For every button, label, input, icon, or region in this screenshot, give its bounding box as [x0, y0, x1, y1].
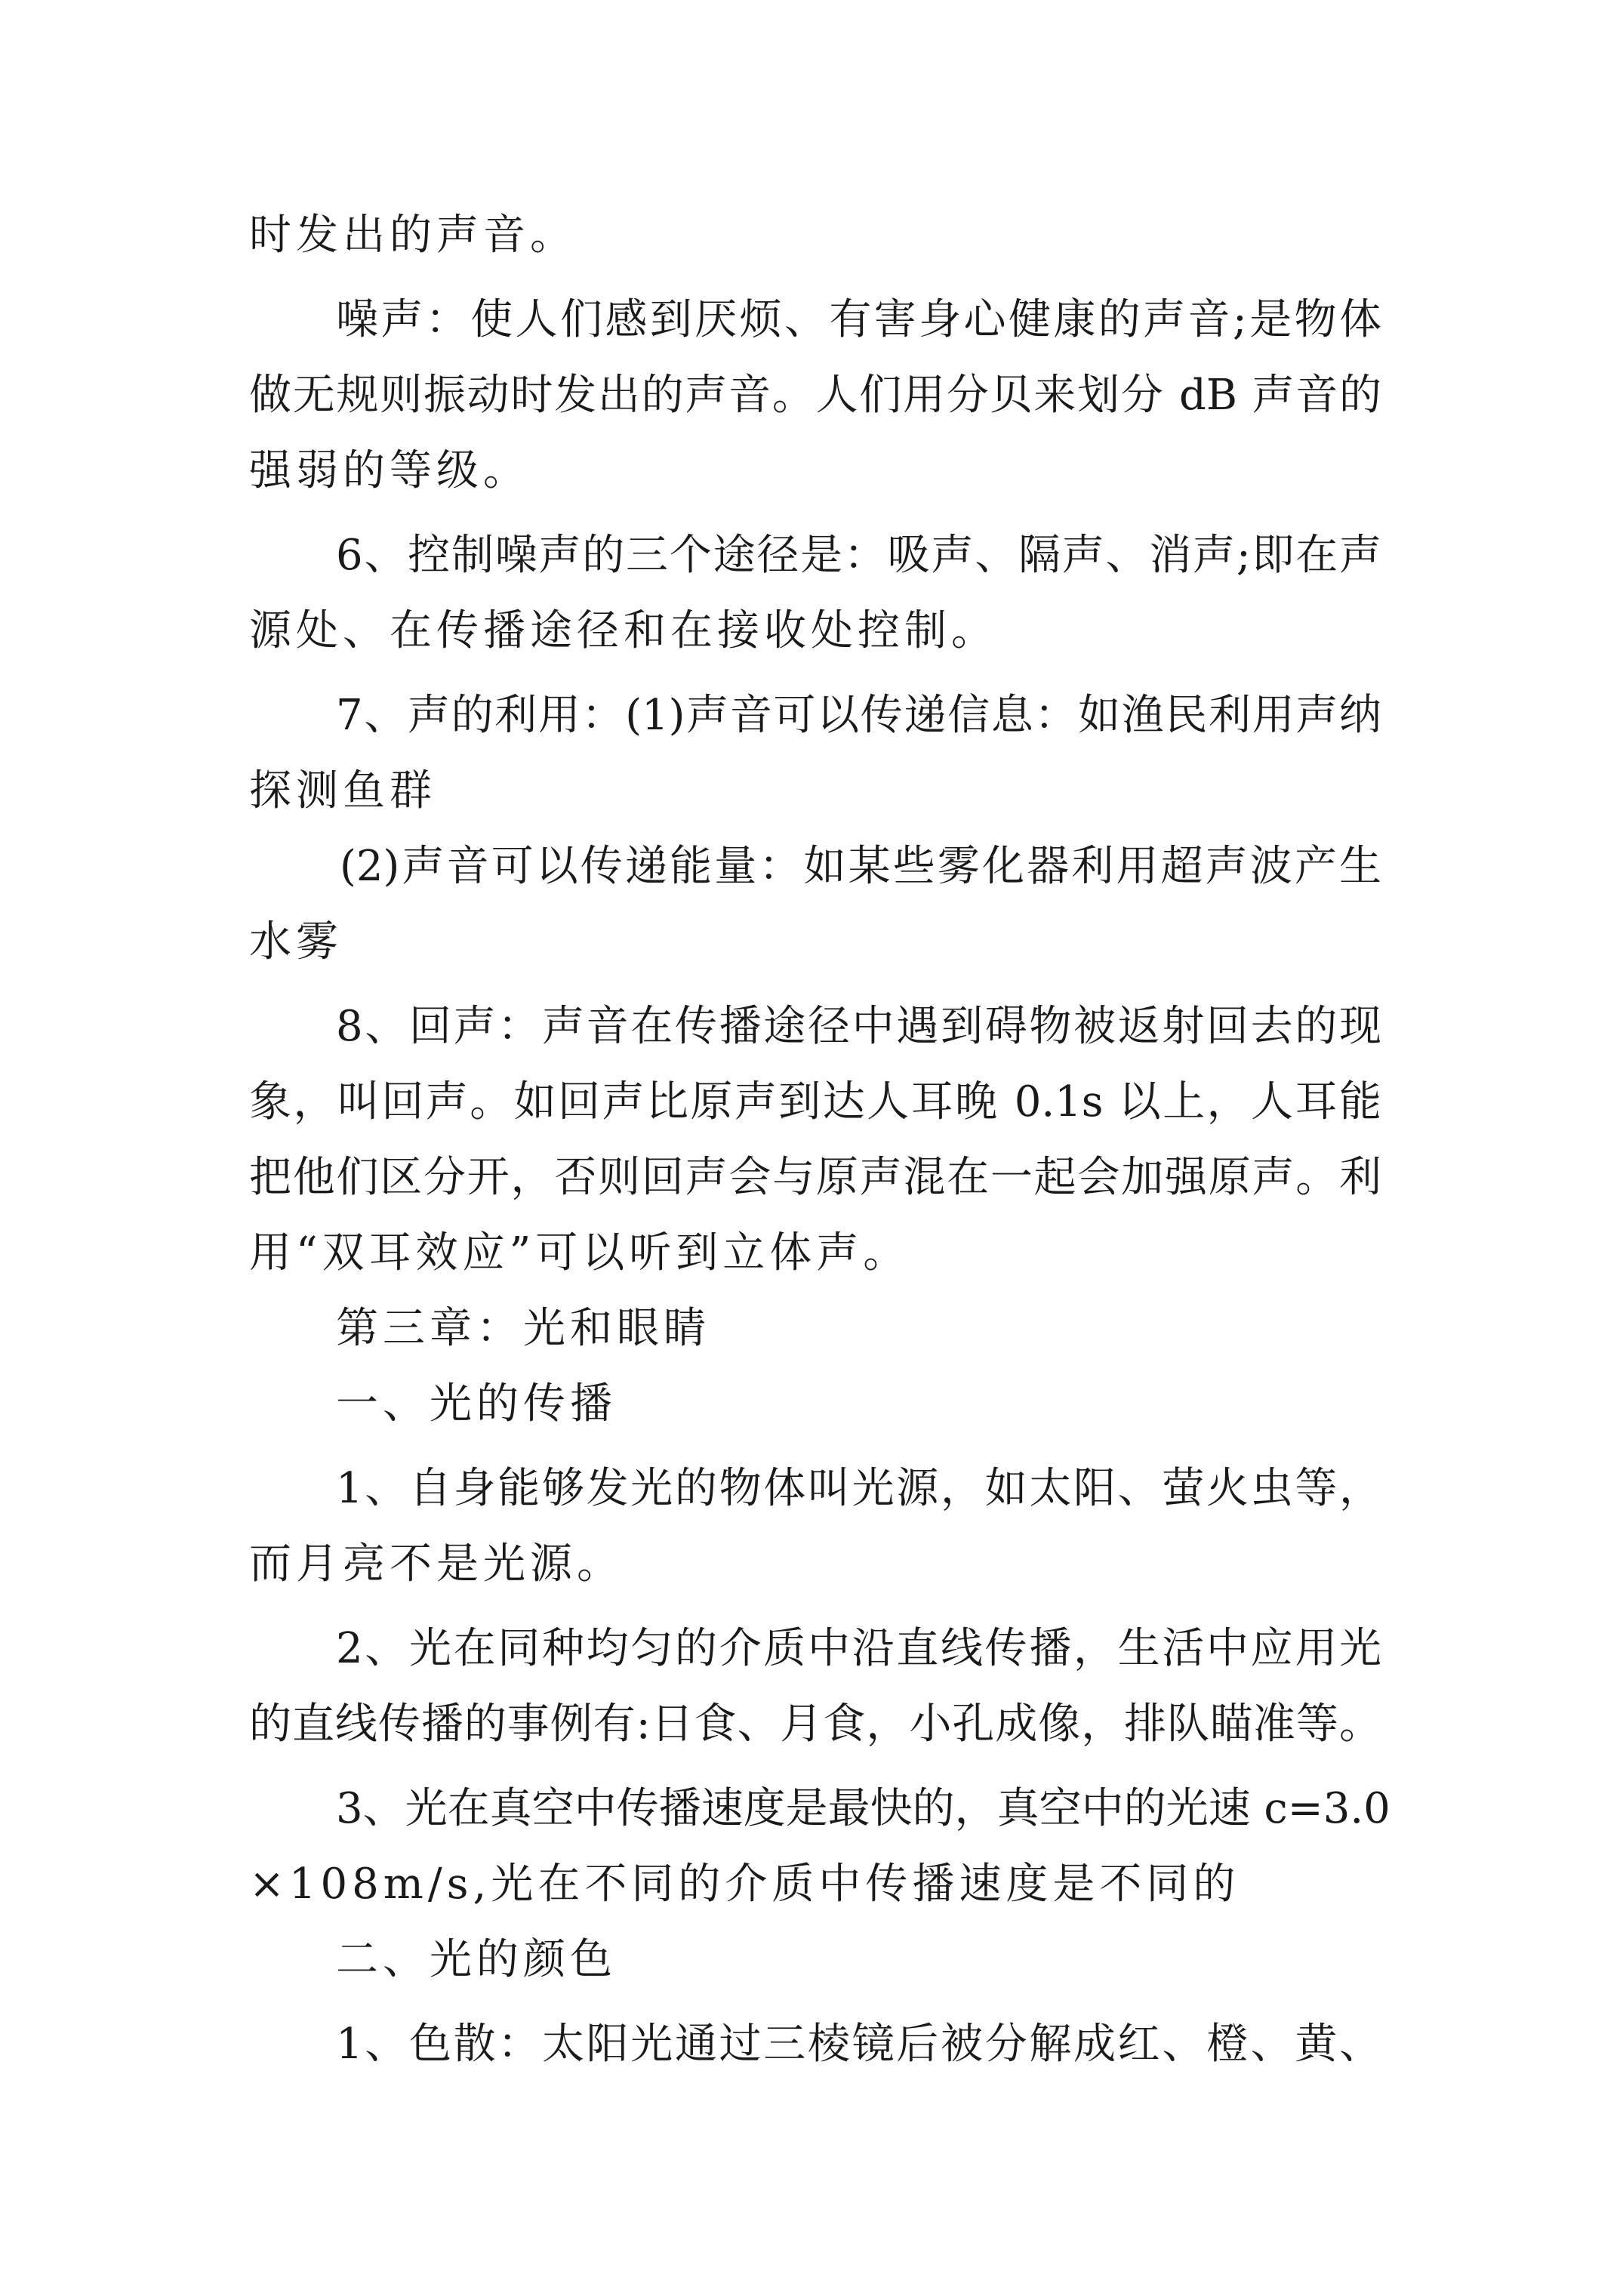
text-line: 时发出的声音。 [249, 211, 577, 260]
text-line: 探测鱼群 [249, 766, 436, 815]
text-line: 强弱的等级。 [249, 446, 530, 495]
text-line: 7、声的利用：(1)声音可以传递信息：如渔民利用声纳 [336, 691, 1381, 740]
text-line: 8、回声：声音在传播途径中遇到碍物被返射回去的现 [336, 1002, 1381, 1051]
text-line: 象，叫回声。如回声比原声到达人耳晚 0.1s 以上，人耳能 [249, 1077, 1381, 1126]
text-line: 水雾 [249, 917, 343, 966]
text-line: (2)声音可以传递能量：如某些雾化器利用超声波产生 [340, 842, 1381, 891]
text-line: 6、控制噪声的三个途径是：吸声、隔声、消声;即在声 [336, 531, 1381, 580]
text-line: 而月亮不是光源。 [249, 1539, 624, 1589]
text-line: 1、色散：太阳光通过三棱镜后被分解成红、橙、黄、 [336, 2020, 1381, 2069]
text-line: 把他们区分开，否则回声会与原声混在一起会加强原声。利 [249, 1153, 1381, 1202]
text-line: 源处、在传播途径和在接收处控制。 [249, 606, 998, 655]
text-line: 一、光的传播 [336, 1379, 617, 1428]
text-line: 3、光在真空中传播速度是最快的，真空中的光速 c=3.0 [336, 1784, 1390, 1833]
text-line: 1、自身能够发光的物体叫光源，如太阳、萤火虫等， [336, 1464, 1381, 1513]
text-line: 二、光的颜色 [336, 1935, 617, 1984]
text-line: ×108m/s,光在不同的介质中传播速度是不同的 [249, 1860, 1240, 1909]
text-line: 噪声：使人们感到厌烦、有害身心健康的声音;是物体 [336, 295, 1381, 344]
text-line: 第三章：光和眼睛 [336, 1304, 710, 1353]
text-line: 的直线传播的事例有:日食、月食，小孔成像，排队瞄准等。 [249, 1700, 1381, 1749]
text-line: 做无规则振动时发出的声音。人们用分贝来划分 dB 声音的 [249, 371, 1381, 420]
text-line: 2、光在同种均匀的介质中沿直线传播，生活中应用光 [336, 1624, 1381, 1673]
text-line: 用“双耳效应”可以听到立体声。 [249, 1228, 910, 1277]
